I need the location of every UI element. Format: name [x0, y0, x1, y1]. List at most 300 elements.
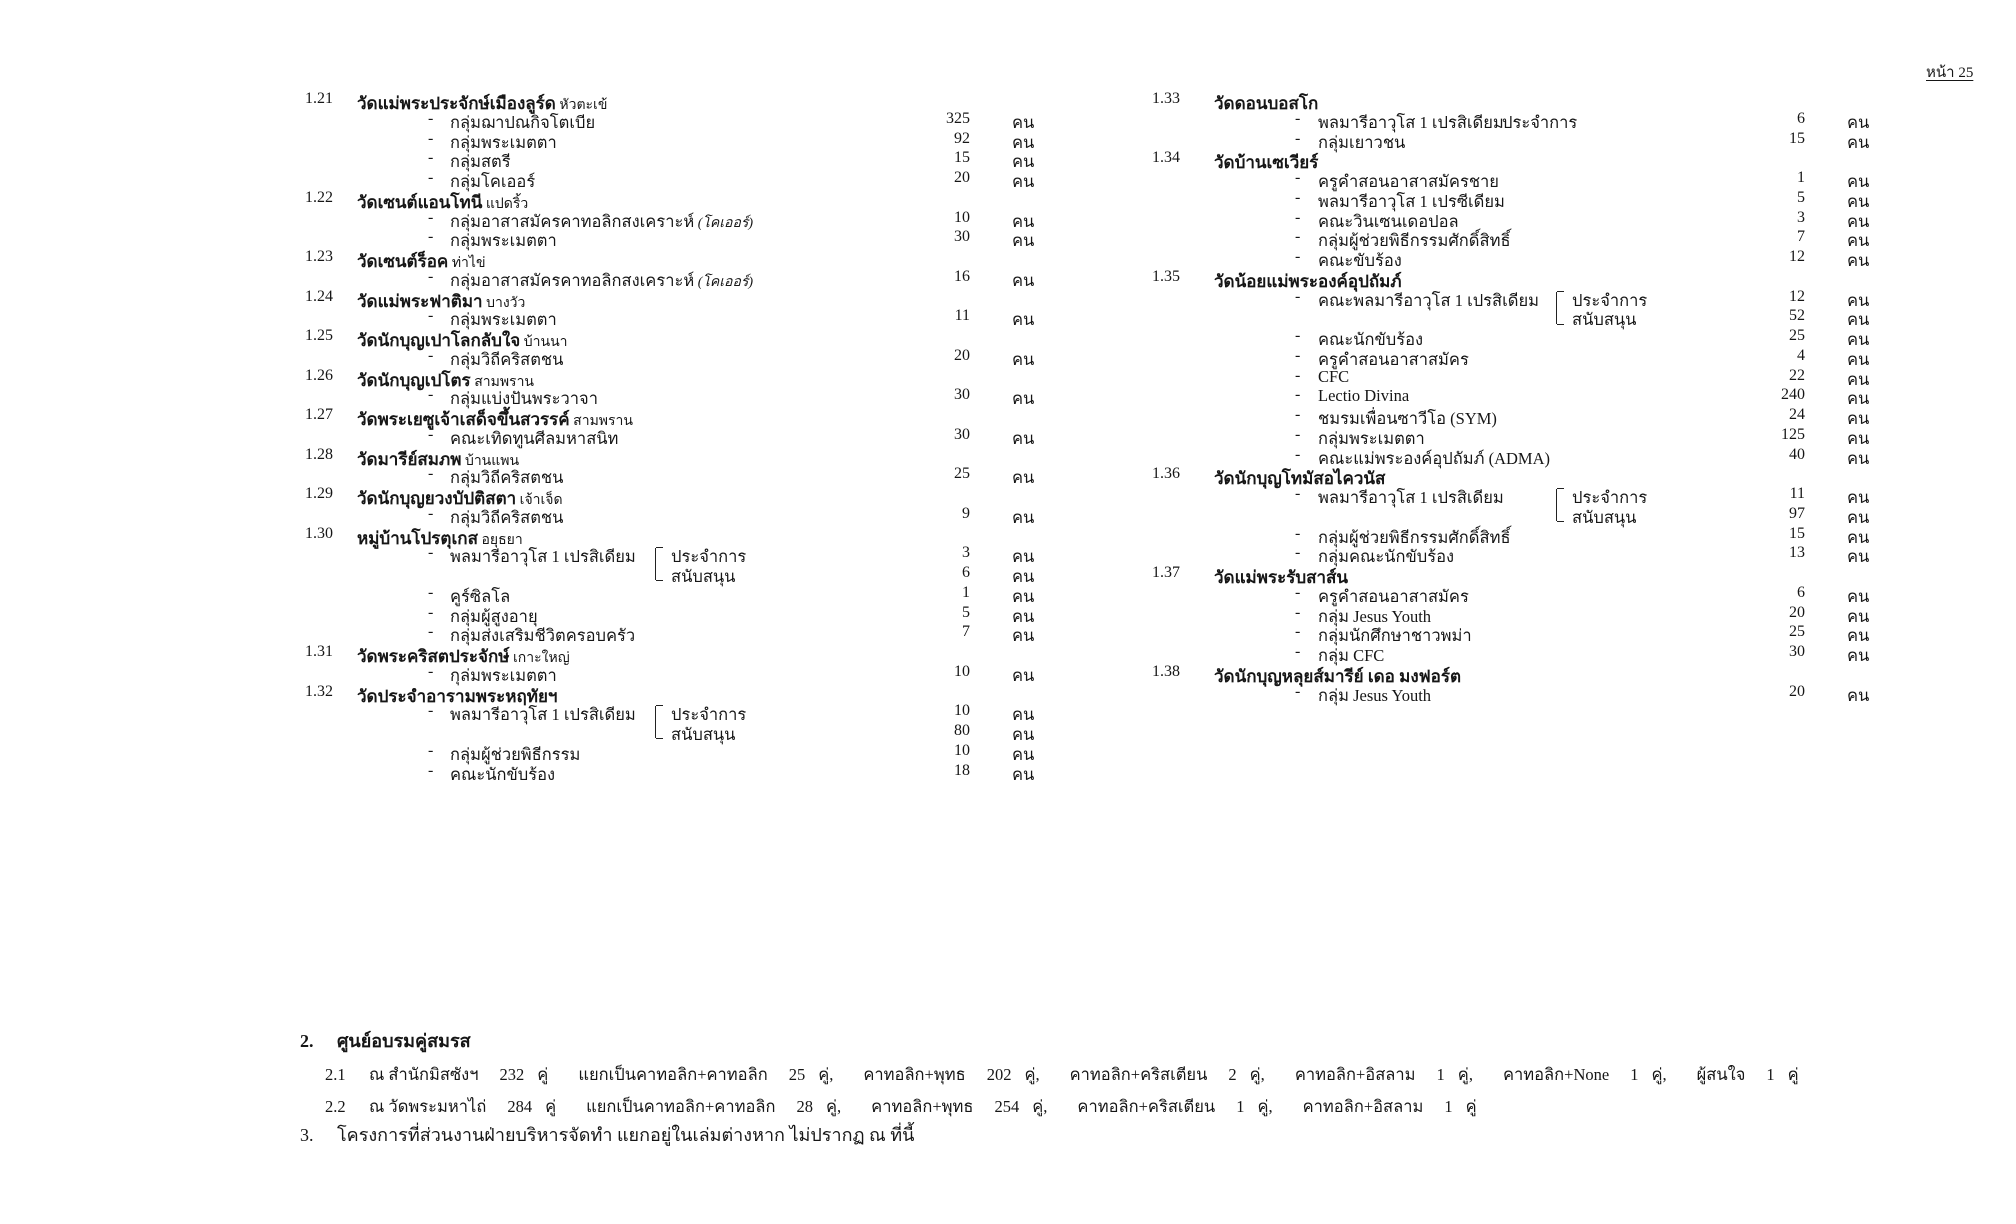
segment: คู่, [1249, 1065, 1265, 1084]
unit-label: คน [1012, 567, 1035, 586]
member-count: 15 [1789, 524, 1805, 542]
segment: คาทอลิก+None [1502, 1065, 1610, 1084]
parish-name: วัดนักบุญโทมัสอไควนัส [1214, 469, 1386, 489]
group-note: (โคเออร์) [694, 274, 754, 290]
segment: 1 [1630, 1065, 1639, 1084]
group-name: CFC [1318, 366, 1350, 386]
member-count: 24 [1789, 406, 1805, 423]
parish-entry-header [305, 524, 1075, 548]
dash-bullet: - [1295, 603, 1301, 621]
group-row [1152, 485, 1912, 505]
member-count: 20 [954, 346, 970, 364]
parish-entry-header [305, 445, 1075, 469]
segment: 25 [788, 1065, 806, 1084]
unit-label: คน [1012, 468, 1035, 488]
segment: คู่ [545, 1096, 557, 1116]
unit-label: คน [1847, 547, 1870, 567]
group-name: กลุ่มพระเมตตา [450, 310, 557, 330]
member-count: 20 [1789, 603, 1805, 621]
group-name: กลุ่มพระเมตตา [450, 231, 557, 251]
entry-number: 1.30 [305, 524, 333, 542]
member-count: 3 [1797, 208, 1805, 226]
unit-label: คน [1847, 231, 1870, 251]
group-row [305, 149, 1075, 172]
group-name: กลุ่ม Jesus Youth [1318, 606, 1432, 626]
unit-label: คน [1012, 547, 1035, 567]
entry-number: 1.23 [305, 248, 333, 265]
marriage-course-row [325, 1094, 1829, 1114]
unit-label: คน [1012, 231, 1035, 251]
parish-location: หัวตะเข้ [555, 98, 608, 113]
member-count: 22 [1789, 366, 1805, 384]
segment: คาทอลิก+อิสลาม [1294, 1065, 1416, 1084]
member-count: 12 [1789, 248, 1805, 265]
member-count: 11 [1789, 485, 1805, 502]
segment: คาทอลิก+อิสลาม [1302, 1096, 1424, 1116]
group-row [1152, 623, 1912, 646]
dash-bullet: - [428, 149, 434, 167]
status-label: ประจำการ [671, 547, 747, 567]
unit-label: คน [1847, 251, 1870, 270]
segment: คู่, [1032, 1096, 1048, 1116]
status-label: ประจำการ [1572, 488, 1648, 507]
unit-label: คน [1847, 349, 1870, 369]
group-name: กลุ่มโคเออร์ [450, 172, 536, 191]
dash-bullet: - [1295, 623, 1301, 641]
parish-name: วัดแม่พระรับสาส์น [1214, 568, 1349, 587]
segment: 28 [796, 1096, 813, 1116]
member-count: 25 [1789, 623, 1805, 641]
group-row [305, 544, 1075, 567]
unit-label: คน [1847, 409, 1870, 428]
group-name: Lectio Divina [1318, 386, 1410, 406]
group-name: กลุ่มคณะนักขับร้อง [1318, 547, 1455, 567]
member-count: 40 [1789, 445, 1805, 463]
member-count: 92 [954, 129, 970, 147]
marriage-course-rows [325, 1062, 1829, 1125]
group-name: กลุ่มวิถีคริสตชน [450, 468, 564, 488]
member-count: 10 [954, 741, 970, 759]
entry-number: 1.28 [305, 445, 333, 463]
entry-number: 1.34 [1152, 149, 1180, 167]
group-row [305, 426, 1075, 446]
member-count: 7 [962, 623, 970, 641]
member-count: 125 [1781, 425, 1805, 443]
dash-bullet: - [1295, 682, 1301, 700]
member-count: 30 [954, 228, 970, 246]
parish-entry-header [305, 485, 1075, 508]
group-subrow [305, 564, 1075, 584]
group-name: กลุ่มนักศึกษาชาวพม่า [1318, 626, 1472, 646]
entry-number: 1.21 [305, 90, 333, 107]
group-row [1152, 406, 1912, 426]
dash-bullet: - [1295, 406, 1301, 423]
entry-number: 1.26 [305, 366, 333, 384]
unit-label: คน [1847, 488, 1870, 507]
member-count: 15 [954, 149, 970, 167]
segment: 1 [1436, 1065, 1445, 1084]
group-row [305, 209, 1075, 229]
segment: 202 [986, 1065, 1012, 1084]
unit-label: คน [1012, 705, 1035, 725]
member-count: 4 [1797, 346, 1805, 364]
parish-name: วัดนักบุญยวงบัปติสตา เจ้าเจ็ด [357, 489, 563, 508]
parish-location: บ้านนา [520, 335, 568, 350]
group-row [305, 742, 1075, 762]
segment: คู่, [1651, 1065, 1667, 1084]
member-count: 7 [1797, 228, 1805, 246]
group-row [305, 130, 1075, 150]
group-name: กลุ่ม CFC [1318, 646, 1385, 665]
parish-location: อยุธยา [477, 532, 523, 548]
entry-number: 1.27 [305, 406, 333, 423]
member-count: 20 [1789, 682, 1805, 700]
member-count: 325 [946, 109, 970, 127]
member-count: 97 [1789, 504, 1805, 522]
parish-entry-header [1152, 267, 1912, 291]
group-row [1152, 643, 1912, 663]
parish-name: วัดเซนต์แอนโทนี แปดริ้ว [357, 192, 529, 212]
group-row [305, 584, 1075, 604]
unit-label: คน [1847, 646, 1870, 665]
parish-name: วัดดอนบอสโก [1214, 94, 1319, 113]
member-count: 10 [954, 702, 970, 720]
group-name: กุล่มพระเมตตา [450, 665, 557, 685]
parish-name: วัดนักบุญเปาโลกลับใจ บ้านนา [357, 331, 568, 350]
parish-name: วัดนักบุญเปโตร สามพราน [357, 370, 535, 390]
group-subrow [305, 722, 1075, 742]
group-name: ครูคำสอนอาสาสมัคร [1318, 349, 1469, 369]
group-name: คูร์ซิลโล [450, 586, 511, 606]
segment: ผู้สนใจ [1696, 1065, 1746, 1084]
dash-bullet: - [1295, 524, 1301, 542]
dash-bullet: - [428, 583, 434, 601]
entry-number: 1.38 [1152, 662, 1180, 680]
page-number: หน้า 25 [1926, 65, 1974, 81]
unit-label: คน [1012, 725, 1035, 744]
section-title: ศูนย์อบรมคู่สมรส [337, 1031, 471, 1051]
segment: 2 [1228, 1065, 1237, 1084]
dash-bullet: - [428, 761, 434, 779]
dash-bullet: - [428, 346, 434, 364]
parish-name: วัดมารีย์สมภพ บ้านแพน [357, 449, 520, 469]
marriage-course-section-heading [300, 1026, 471, 1055]
group-name: กลุ่มฌาปณกิจโตเบีย [450, 112, 596, 132]
unit-label: คน [1847, 428, 1870, 448]
section-note-text: โครงการที่ส่วนงานฝ่ายบริหารจัดทำ แยกอยู่ในเล่มต่างหาก ไม่ปรากฏ ณ ที่นี้ [337, 1125, 915, 1145]
group-name: กลุ่มพระเมตตา [1318, 428, 1425, 448]
dash-bullet: - [428, 603, 434, 621]
group-name: กลุ่มอาสาสมัครคาทอลิกสงเคราะห์ (โคเออร์) [450, 270, 754, 290]
group-row [1152, 446, 1912, 466]
member-count: 9 [962, 504, 970, 522]
dash-bullet: - [1295, 485, 1301, 502]
group-row [305, 465, 1075, 488]
segment: คู่ [1465, 1096, 1477, 1116]
unit-label: คน [1012, 112, 1035, 132]
unit-label: คน [1847, 507, 1870, 527]
dash-bullet: - [428, 267, 434, 285]
dash-bullet: - [1295, 386, 1301, 404]
group-name: ครูคำสอนอาสาสมัครชาย [1318, 172, 1499, 191]
status-label: สนับสนุน [671, 725, 736, 744]
segment: คาทอลิก+คริสเตียน [1077, 1096, 1216, 1116]
group-row [1152, 110, 1912, 130]
parish-name: วัดแม่พระประจักษ์เมืองลูร์ด หัวตะเข้ [357, 94, 608, 113]
dash-bullet: - [428, 544, 434, 562]
parish-entry-header [305, 366, 1075, 390]
dash-bullet: - [1295, 109, 1301, 127]
parish-entry-header [305, 643, 1075, 666]
parish-location: สามพราน [470, 374, 535, 390]
parish-location: เจ้าเจ็ด [516, 493, 563, 508]
segment: 254 [994, 1096, 1020, 1116]
unit-label: คน [1847, 290, 1870, 310]
group-row [1152, 169, 1912, 189]
unit-label: คน [1012, 626, 1035, 646]
member-count: 1 [962, 583, 970, 601]
member-count: 6 [1797, 583, 1805, 601]
dash-bullet: - [1295, 346, 1301, 364]
section-number: 3. [300, 1125, 314, 1145]
unit-label: คน [1012, 389, 1035, 409]
dash-bullet: - [428, 129, 434, 147]
segment: คู่, [1257, 1096, 1273, 1116]
unit-label: คน [1012, 349, 1035, 369]
group-row [1152, 683, 1912, 703]
group-row [305, 762, 1075, 782]
member-count: 16 [954, 267, 970, 285]
group-row [1152, 209, 1912, 229]
member-count: 25 [1789, 327, 1805, 344]
member-count: 15 [1789, 129, 1805, 147]
parish-entry-header [1152, 90, 1912, 113]
dash-bullet: - [1295, 129, 1301, 147]
dash-bullet: - [428, 425, 434, 443]
parish-location: บางวัว [482, 295, 526, 311]
group-name: คณะพลมารีอาวุโส 1 เปรสิเดียม [1318, 290, 1540, 310]
status-label: ประจำการ [1572, 290, 1648, 310]
group-row [1152, 584, 1912, 604]
member-count: 30 [1789, 643, 1805, 660]
group-name: กลุ่มพระเมตตา [450, 132, 557, 152]
group-row [1152, 367, 1912, 387]
status-label: สนับสนุน [1572, 310, 1637, 330]
group-row [1152, 130, 1912, 150]
dash-bullet: - [1295, 583, 1301, 601]
parish-name: วัดนักบุญหลุยส์มารีย์ เดอ มงฟอร์ต [1214, 666, 1462, 686]
dash-bullet: - [428, 307, 434, 325]
member-count: 5 [962, 603, 970, 621]
group-row [305, 268, 1075, 288]
parish-name: วัดเซนต์ร็อค ท่าไข่ [357, 252, 486, 271]
unit-label: คน [1012, 744, 1035, 764]
dash-bullet: - [1295, 208, 1301, 226]
unit-label: คน [1012, 172, 1035, 191]
parish-entry-header [305, 682, 1075, 706]
group-name: ครูคำสอนอาสาสมัคร [1318, 586, 1469, 606]
unit-label: คน [1847, 172, 1870, 191]
parish-entry-header [1152, 149, 1912, 173]
member-count: 80 [954, 722, 970, 739]
unit-label: คน [1847, 626, 1870, 646]
segment: คู่, [818, 1065, 834, 1084]
dash-bullet: - [1295, 366, 1301, 384]
segment: คู่ [1787, 1065, 1799, 1084]
group-row [305, 228, 1075, 251]
unit-label: คน [1847, 448, 1870, 468]
group-row [305, 307, 1075, 330]
group-row [1152, 347, 1912, 367]
group-name: คณะนักขับร้อง [450, 764, 556, 784]
member-count: 30 [954, 425, 970, 443]
segment: คาทอลิก+คริสเตียน [1069, 1065, 1208, 1084]
member-count: 25 [954, 465, 970, 483]
status-label: สนับสนุน [671, 567, 736, 586]
unit-label: คน [1847, 685, 1870, 705]
group-row [305, 169, 1075, 189]
unit-label: คน [1012, 764, 1035, 784]
unit-label: คน [1847, 310, 1870, 330]
segment: 1 [1236, 1096, 1245, 1116]
member-count: 6 [1797, 109, 1805, 127]
member-count: 12 [1789, 287, 1805, 305]
unit-label: คน [1847, 330, 1870, 349]
group-row [305, 663, 1075, 683]
dash-bullet: - [428, 169, 434, 186]
group-row [1152, 604, 1912, 624]
parish-location: ท่าไข่ [448, 256, 486, 271]
group-row [1152, 288, 1912, 308]
group-row [305, 110, 1075, 130]
group-subrow [1152, 505, 1912, 525]
entry-number: 1.35 [1152, 267, 1180, 285]
parish-name: วัดแม่พระฟาติมา บางวัว [357, 291, 526, 311]
parish-entry-header [1152, 564, 1912, 587]
unit-label: คน [1012, 310, 1035, 330]
marriage-course-row [325, 1062, 1829, 1082]
unit-label: คน [1012, 665, 1035, 685]
unit-label: คน [1012, 132, 1035, 152]
group-name: พลมารีอาวุโส 1 เปรสิเดียม [1318, 488, 1504, 507]
unit-label: คน [1012, 507, 1035, 527]
segment: คาทอลิก+พุทธ [863, 1065, 966, 1084]
member-count: 30 [954, 386, 970, 404]
unit-label: คน [1847, 112, 1870, 132]
group-name: กลุ่ม Jesus Youth [1318, 685, 1432, 705]
segment: 1 [1766, 1065, 1775, 1084]
segment: แยกเป็นคาทอลิก+คาทอลิก [578, 1065, 768, 1084]
entry-number: 1.29 [305, 485, 333, 502]
parish-name: วัดพระเยซูเจ้าเสด็จขึ้นสวรรค์ สามพราน [357, 410, 633, 429]
group-row [1152, 525, 1912, 545]
dash-bullet: - [428, 386, 434, 404]
unit-label: คน [1847, 369, 1870, 389]
group-name: กลุ่มผู้ช่วยพิธีกรรม [450, 744, 581, 764]
member-count: 20 [954, 169, 970, 186]
section-number: 2. [300, 1031, 314, 1051]
segment: คาทอลิก+พุทธ [871, 1096, 974, 1116]
group-row [1152, 426, 1912, 446]
segment: แยกเป็นคาทอลิก+คาทอลิก [586, 1096, 776, 1116]
group-name: คณะวินเซนเดอปอล [1318, 211, 1459, 231]
group-name: พลมารีอาวุโส 1 เปรสิเดียม [1318, 112, 1504, 132]
group-name: คณะขับร้อง [1318, 251, 1402, 270]
entry-number: 1.31 [305, 643, 333, 660]
segment: 232 [499, 1065, 525, 1084]
group-row [305, 623, 1075, 646]
dash-bullet: - [1295, 445, 1301, 463]
parish-entry-header [1152, 465, 1912, 489]
segment: คู่, [1024, 1065, 1040, 1084]
unit-label: คน [1847, 586, 1870, 606]
parish-name: หมู่บ้านโปรตุเกส อยุธยา [357, 528, 523, 548]
entry-number: 1.25 [305, 327, 333, 344]
dash-bullet: - [1295, 169, 1301, 186]
group-name: คณะเทิดทูนศีลมหาสนิท [450, 428, 619, 448]
segment: ณ วัดพระมหาไถ่ [369, 1096, 487, 1116]
unit-label: คน [1847, 527, 1870, 547]
unit-label: คน [1847, 606, 1870, 626]
parish-list-left-column [305, 90, 1075, 784]
dash-bullet: - [1295, 544, 1301, 562]
parish-name: วัดพระคริสตประจักษ์ เกาะใหญ่ [357, 647, 570, 666]
group-name: กลุ่มเยาวชน [1318, 132, 1406, 152]
group-name: กลุ่มผู้สูงอายุ [450, 606, 538, 626]
segment: ณ สำนักมิสซังฯ [369, 1065, 479, 1084]
entry-number: 1.24 [305, 287, 333, 305]
entry-number: 1.32 [305, 682, 333, 700]
entry-number: 1.37 [1152, 564, 1180, 581]
dash-bullet: - [428, 662, 434, 680]
group-name: กลุ่มส่งเสริมชีวิตครอบครัว [450, 626, 636, 646]
segment: คู่ [537, 1065, 549, 1084]
member-count: 10 [954, 662, 970, 680]
group-name: กลุ่มแบ่งปันพระวาจา [450, 389, 598, 409]
parish-entry-header [1152, 662, 1912, 686]
segment: 284 [507, 1096, 533, 1116]
unit-label: คน [1847, 191, 1870, 211]
group-name: คณะแม่พระองค์อุปถัมภ์ (ADMA) [1318, 448, 1550, 468]
entry-number: 1.22 [305, 188, 333, 206]
unit-label: คน [1012, 586, 1035, 606]
group-row [305, 702, 1075, 725]
group-name: พลมารีอาวุโส 1 เปรสิเดียม [450, 547, 636, 567]
dash-bullet: - [428, 228, 434, 246]
parish-location: บ้านแพน [461, 453, 520, 469]
segment: 1 [1444, 1096, 1453, 1116]
dash-bullet: - [428, 741, 434, 759]
member-count: 13 [1789, 544, 1805, 562]
group-subrow [1152, 307, 1912, 330]
status-label: สนับสนุน [1572, 507, 1637, 527]
parish-name: วัดประจำอารามพระหฤทัยฯ [357, 686, 558, 706]
dash-bullet: - [428, 208, 434, 226]
status-label: ประจำการ [671, 705, 747, 725]
dash-bullet: - [428, 109, 434, 127]
dash-bullet: - [1295, 248, 1301, 265]
group-row [305, 505, 1075, 525]
dash-bullet: - [1295, 287, 1301, 305]
parish-entry-header [305, 327, 1075, 350]
parish-entry-header [305, 406, 1075, 429]
parish-list-right-column [1152, 90, 1912, 705]
group-row [1152, 228, 1912, 251]
group-name: กลุ่มผู้ช่วยพิธีกรรมศักดิ์สิทธิ์ [1318, 231, 1511, 251]
unit-label: คน [1012, 270, 1035, 290]
member-count: 52 [1789, 307, 1805, 325]
unit-label: คน [1012, 606, 1035, 626]
